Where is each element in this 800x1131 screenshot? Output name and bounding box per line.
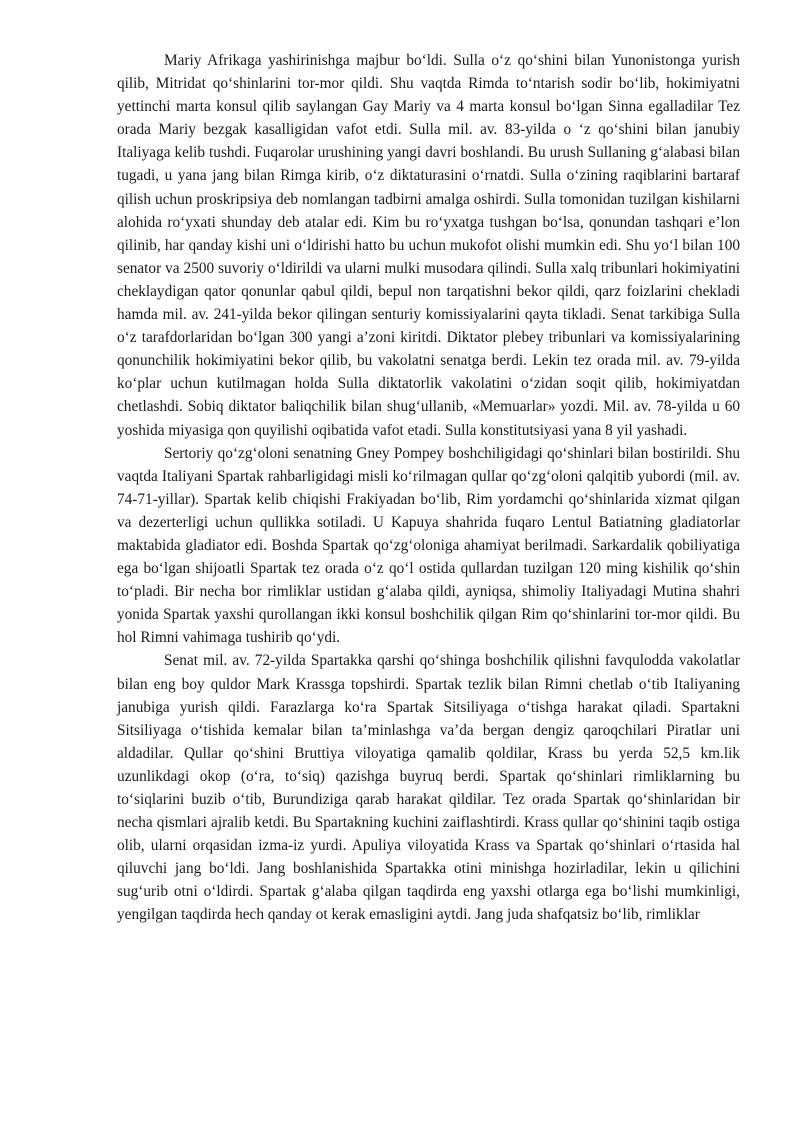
paragraph-spartak-uprising: Sertoriy qo‘zg‘oloni senatning Gney Pompey boshchiligidagi qo‘shinlari bilan bostirildi. Shu vaqtda Italiyani Spartak rahbarligidagi misli ko‘rilmagan qullar qo‘zg‘oloni qalqitib yubordi (mil. av. 74-71-yillar). Spartak kelib chiqishi Frakiyadan bo‘lib, Rim yordamchi qo‘shinlarida xizmat qilgan va dezerterligi uchun qullikka sotiladi. U Kapuya shahrida fuqaro Lentul Batiatning gladiatorlar maktabida gladiator edi. Boshda Spartak qo‘zg‘oloniga ahamiyat berilmadi. Sarkardalik qobiliyatiga ega bo‘lgan shijoatli Spartak tez orada o‘z qo‘l ostida qullardan tuzilgan 120 ming kishilik qo‘shin to‘pladi. Bir necha bor rimliklar ustidan g‘alaba qildi, ayniqsa, shimoliy Italiyadagi Mutina shahri yonida Spartak yaxshi qurollangan ikki konsul boshchilik qilgan Rim qo‘shinlarini tor-mor qildi. Bu hol Rimni vahimaga tushirib qo‘ydi. xyxy=(117,444,740,647)
paragraph-krass-campaign: Senat mil. av. 72-yilda Spartakka qarshi qo‘shinga boshchilik qilishni favqulodda vakolatlar bilan eng boy quldor Mark Krassga topshirdi. Spartak tezlik bilan Rimni chetlab o‘tib Italiyaning janubiga yurish qildi. Farazlarga ko‘ra Spartak Sitsiliyaga o‘tishga harakat qiladi. Spartakni Sitsiliyaga o‘tishida kemalar bilan ta’minlashga va’da bergan dengiz qaroqchilari Piratlar uni aldadilar. Qullar qo‘shini Bruttiya viloyatiga qamalib qoldilar, Krass bu yerda 52,5 km.lik uzunlikdagi okop (o‘ra, to‘siq) qazishga buyruq berdi. Spartak qo‘shinlari rimliklarning bu to‘siqlarini buzib o‘tib, Burundiziga qarab harakat qildilar. Tez orada Spartak qo‘shinlaridan bir necha qismlari ajralib ketdi. Bu Spartakning kuchini zaiflashtirdi. Krass qullar qo‘shinini taqib ostiga olib, ularni orqasidan izma-iz yurdi. Apuliya viloyatida Krass va Spartak qo‘shinlari o‘rtasida hal qiluvchi jang bo‘ldi. Jang boshlanishida Spartakka otini minishga hozirladilar, lekin u qilichini sug‘urib otni o‘ldirdi. Spartak g‘alaba qilgan taqdirda eng yaxshi otlarga ega bo‘lishi mumkinligi, yengilgan taqdirda hech qanday ot kerak emasligini aytdi. Jang juda shafqatsiz bo‘lib, rimliklar xyxy=(117,652,740,924)
paragraph-mariy-sulla: Mariy Afrikaga yashirinishga majbur bo‘ldi. Sulla o‘z qo‘shini bilan Yunonistonga yurish qilib, Mitridat qo‘shinlarini tor-mor qildi. Shu vaqtda Rimda to‘ntarish sodir bo‘lib, hokimiyatni yettinchi marta konsul qilib saylangan Gay Mariy va 4 marta konsul bo‘lgan Sinna egalladilar Tez orada Mariy bezgak kasalligidan vafot etdi. Sulla mil. av. 83-yilda o ‘z qo‘shini bilan janubiy Italiyaga kelib tushdi. Fuqarolar urushining yangi davri boshlandi. Bu urush Sullaning g‘alabasi bilan tugadi, u yana jang bilan Rimga kirib, o‘z diktaturasini o‘rnatdi. Sulla o‘zining raqiblarini bartaraf qilish uchun proskripsiya deb nomlangan tadbirni amalga oshirdi. Sulla tomonidan tuzilgan kishilarni alohida ro‘yxati shunday deb atalar edi. Kim bu ro‘yxatga tushgan bo‘lsa, qonundan tashqari e’lon qilinib, har qanday kishi uni o‘ldirishi hatto bu uchun mukofot olishi mumkin edi. Shu yo‘l bilan 100 senator va 2500 suvoriy o‘ldirildi va ularni mulki musodara qilindi. Sulla xalq tribunlari hokimiyatini cheklaydigan qator qonunlar qabul qildi, bepul non tarqatishni bekor qildi, qarz foizlarini chekladi hamda mil. av. 241-yilda bekor qilingan senturiy komissiyalarini qayta tikladi. Senat tarkibiga Sulla o‘z tarafdorlaridan bo‘lgan 300 yangi a’zoni kiritdi. Diktator plebey tribunlari va komissiyalarining qonunchilik hokimiyatini bekor qilib, bu vakolatni senatga berdi. Lekin tez orada mil. av. 79-yilda ko‘plar uchun kutilmagan holda Sulla diktatorlik vakolatini o‘zidan soqit qilib, hokimiyatdan chetlashdi. Sobiq diktator baliqchilik bilan shug‘ullanib, «Memuarlar» yozdi. Mil. av. 78-yilda u 60 yoshida miyasiga qon quyilishi oqibatida vafot etadi. Sulla konstitutsiyasi yana 8 yil yashadi. xyxy=(117,52,740,439)
document-page xyxy=(117,49,740,927)
